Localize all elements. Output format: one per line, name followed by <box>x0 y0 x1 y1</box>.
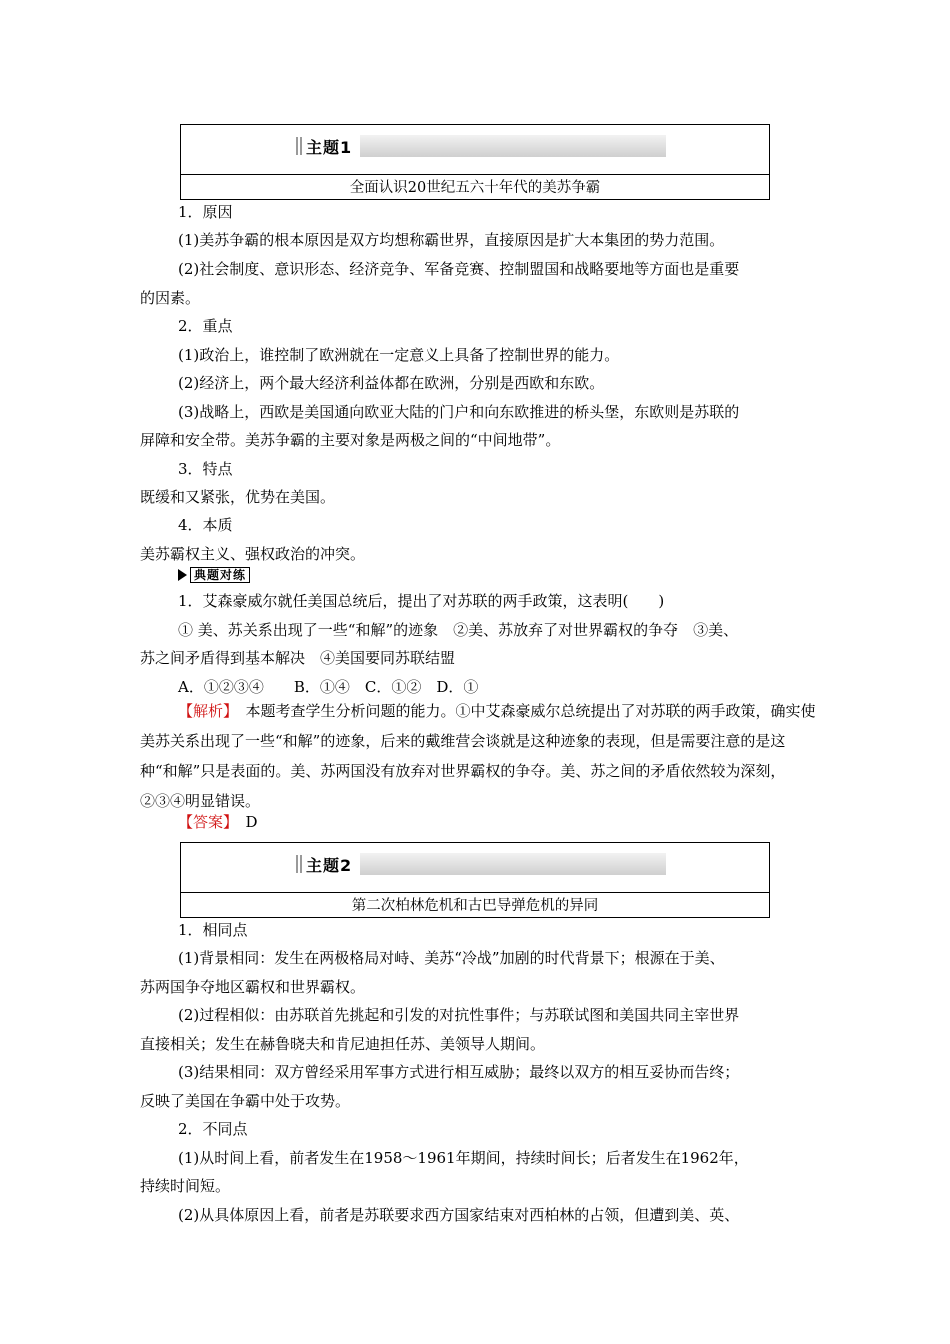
section1-para-6: 既缓和又紧张，优势在美国。 <box>140 488 336 506</box>
topic1-box <box>180 124 770 200</box>
question-1-choices: A．①②③④ B．①④ C．①② D．① <box>178 678 479 696</box>
section2-para-4a: (1)从时间上看，前者发生在1958～1961年期间，持续时间长；后者发生在1962年， <box>178 1149 749 1167</box>
section1-para-5b: 屏障和安全带。美苏争霸的主要对象是两极之间的“中间地带”。 <box>140 431 561 449</box>
section1-para-2a: (2)社会制度、意识形态、经济竞争、军备竞赛、控制盟国和战略要地等方面也是重要 <box>178 260 740 278</box>
practice-arrow-icon <box>178 569 187 581</box>
section1-heading-1: 1．原因 <box>178 203 233 221</box>
section1-para-2b: 的因素。 <box>140 289 201 307</box>
topic2-box <box>180 842 770 918</box>
topic-grip-icon <box>296 855 302 873</box>
section1-para-7: 美苏霸权主义、强权政治的冲突。 <box>140 545 366 563</box>
topic2-tab <box>288 851 360 877</box>
section1-heading-3: 3．特点 <box>178 460 233 478</box>
topic2-label: 主题2 <box>306 855 353 875</box>
section1-heading-2: 2．重点 <box>178 317 233 335</box>
section2-para-5: (2)从具体原因上看，前者是苏联要求西方国家结束对西柏林的占领，但遭到美、英、 <box>178 1206 740 1224</box>
answer-line <box>178 812 258 832</box>
topic2-subtitle: 第二次柏林危机和古巴导弹危机的异同 <box>351 898 599 914</box>
analysis-text: 本题考查学生分析问题的能力。①中艾森豪威尔总统提出了对苏联的两手政策，确实使美苏关系出现了一些“和解”的迹象，后来的戴维营会谈就是这种迹象的表现，但是需要注意的是这种“和解”只是表面的。美、苏两国没有放弃对世界霸权的争夺。美、苏之间的矛盾依然较为深刻，②③④明显错误。 <box>140 702 816 810</box>
section2-para-2b: 直接相关；发生在赫鲁晓夫和肯尼迪担任苏、美领导人期间。 <box>140 1035 546 1053</box>
section1-para-5a: (3)战略上，西欧是美国通向欧亚大陆的门户和向东欧推进的桥头堡，东欧则是苏联的 <box>178 403 740 421</box>
topic1-label: 主题1 <box>306 137 353 157</box>
answer-text: D <box>230 813 258 831</box>
answer-tag: 【答案】 <box>178 813 231 831</box>
section1-para-3: (1)政治上，谁控制了欧洲就在一定意义上具备了控制世界的能力。 <box>178 346 620 364</box>
section2-para-2a: (2)过程相似：由苏联首先挑起和引发的对抗性事件；与苏联试图和美国共同主宰世界 <box>178 1006 740 1024</box>
section2-para-1a: (1)背景相同：发生在两极格局对峙、美苏“冷战”加剧的时代背景下；根源在于美、 <box>178 949 725 967</box>
practice-label: 典题对练 <box>190 567 250 583</box>
topic1-subtitle: 全面认识20世纪五六十年代的美苏争霸 <box>349 180 601 196</box>
section2-heading-2: 2．不同点 <box>178 1120 248 1138</box>
section1-para-1: (1)美苏争霸的根本原因是双方均想称霸世界，直接原因是扩大本集团的势力范围。 <box>178 231 725 249</box>
question-1: 1．艾森豪威尔就任美国总统后，提出了对苏联的两手政策，这表明( ) <box>178 592 665 610</box>
topic-grip-icon <box>296 137 302 155</box>
section1-para-4: (2)经济上，两个最大经济利益体都在欧洲，分别是西欧和东欧。 <box>178 374 605 392</box>
section2-para-3b: 反映了美国在争霸中处于攻势。 <box>140 1092 351 1110</box>
section2-heading-1: 1．相同点 <box>178 921 248 939</box>
analysis-paragraph <box>140 696 816 816</box>
section2-para-4b: 持续时间短。 <box>140 1177 231 1195</box>
topic1-tab <box>288 133 360 159</box>
practice-marker <box>178 567 250 583</box>
section2-para-1b: 苏两国争夺地区霸权和世界霸权。 <box>140 978 366 996</box>
question-1-options-a: ① 美、苏关系出现了一些“和解”的迹象 ②美、苏放弃了对世界霸权的争夺 ③美、 <box>178 621 739 639</box>
question-1-options-b: 苏之间矛盾得到基本解决 ④美国要同苏联结盟 <box>140 649 456 667</box>
section2-para-3a: (3)结果相同：双方曾经采用军事方式进行相互威胁；最终以双方的相互妥协而告终； <box>178 1063 740 1081</box>
analysis-tag: 【解析】 <box>178 702 231 720</box>
section1-heading-4: 4．本质 <box>178 516 233 534</box>
